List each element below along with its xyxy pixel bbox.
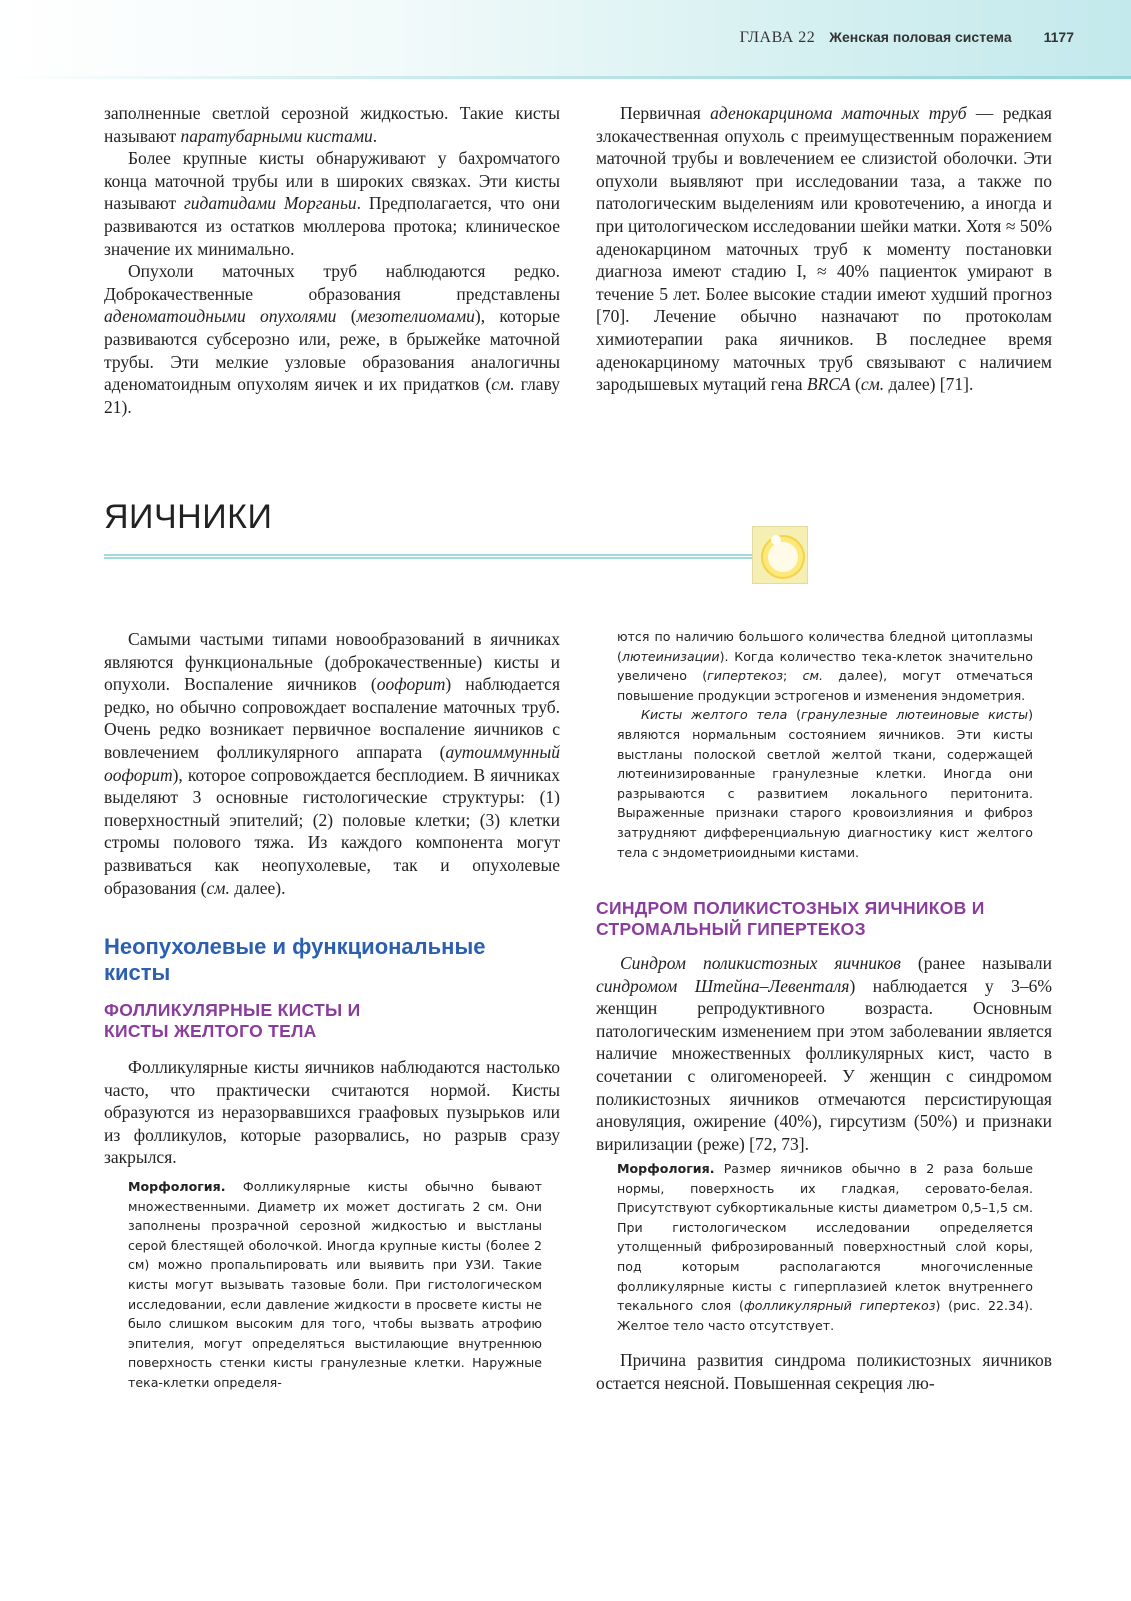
pcos-etiology-paragraph xyxy=(596,1349,1052,1394)
italic-term: см. xyxy=(206,877,230,898)
italic-term: см. xyxy=(860,374,885,395)
heading-pcos: СИНДРОМ ПОЛИКИСТОЗНЫХ ЯИЧНИКОВ И СТРОМАЛЬНЫЙ ГИПЕРТЕКОЗ xyxy=(596,898,985,939)
header-rule xyxy=(0,76,1131,79)
italic-term: аденокарцинома маточных труб xyxy=(710,103,967,123)
paragraph: заполненные светлой серозной жидкостью. Такие кисты называют паратубарными кистами. xyxy=(104,103,560,146)
heading-nonneoplastic-cysts: Неопухолевые и функциональные кисты xyxy=(104,934,486,985)
italic-term: см. xyxy=(802,668,823,684)
paragraph: ются по наличию большого количества бледной цитоплазмы (лютеинизации). Когда количество тека-клеток значительно увеличено (гипертекоз; см. далее), могут отмечаться повышение продукции эстрогенов и изменения эндометрия. xyxy=(617,629,1034,703)
italic-term: гранулезные лютеиновые кисты xyxy=(801,707,1029,723)
intro-paragraph xyxy=(104,628,560,899)
follicular-paragraph xyxy=(104,1056,560,1169)
morphology-continuation xyxy=(617,627,1033,862)
paragraph: Опухоли маточных труб наблюдаются редко. Доброкачественные образования представлены аденоматоидными опухолями (мезотелиомами), которые развиваются субсерозно или, реже, в брыжейке маточной трубы. Эти мелкие узловые образования аналогичны аденоматоидным опухолям яичек и их придатков (см. главу 21). xyxy=(104,261,560,417)
morphology-follicular-box xyxy=(128,1177,542,1393)
ovary-section-icon xyxy=(752,526,808,584)
italic-term: оофорит xyxy=(376,674,446,695)
section-rule xyxy=(104,554,752,559)
paragraph: Более крупные кисты обнаруживают у бахромчатого конца маточной трубы или в широких связках. Эти кисты называют гидатидами Морганьи. Предполагается, что они развиваются из остатков мюллерова протока; клиническое значение их минимально. xyxy=(104,148,560,259)
running-head xyxy=(740,29,1074,47)
italic-term: лютеинизации xyxy=(621,648,720,664)
paragraph: Причина развития синдрома поликистозных яичников остается неясной. Повышенная секреция лю- xyxy=(596,1350,1052,1393)
italic-term: гидатидами Морганьи xyxy=(183,193,357,214)
italic-term: см. xyxy=(491,374,515,395)
paragraph: Самыми частыми типами новообразований в яичниках являются функциональные (доброкачественные) кисты и опухоли. Воспаление яичников (оофорит) наблюдается редко, но обычно сопровождает воспаление маточных труб. Очень редко возникает первичное воспаление яичников с вовлечением фолликулярного аппарата (аутоиммунный оофорит), которое сопровождается бесплодием. В яичниках выделяют 3 основные гистологические структуры: (1) поверхностный эпителий; (2) половые клетки; (3) клетки стромы полового тяжа. Из каждого компонента могут развиваться как неопухолевые, так и опухолевые образования (см. далее). xyxy=(104,629,560,898)
bold-term: Морфология. xyxy=(128,1179,226,1194)
paragraph: Морфология. Фолликулярные кисты обычно бывают множественными. Диаметр их может достигать 2 см. Они заполнены прозрачной серозной жидкостью и выстланы серой блестящей оболочкой. Иногда крупные кисты (более 2 см) можно пропальпировать или выявить при УЗИ. Такие кисты могут вызывать тазовые боли. При гистологическом исследовании, если давление жидкости в просвете кисты не было слишком высоким для того, чтобы вызвать атрофию эпителия, могут определяться выстилающие внутреннюю поверхность стенки кисты гранулезные клетки. Наружные тека-клетки определя- xyxy=(128,1179,542,1390)
page-number: 1177 xyxy=(1043,29,1074,45)
top-left-column xyxy=(104,102,560,418)
italic-term: фолликулярный гипертекоз xyxy=(743,1298,936,1314)
heading-follicular-cysts: ФОЛЛИКУЛЯРНЫЕ КИСТЫ И КИСТЫ ЖЕЛТОГО ТЕЛА xyxy=(104,1000,361,1041)
italic-term: мезотелиомами xyxy=(356,306,475,327)
paragraph: Кисты желтого тела (гранулезные лютеиновые кисты) являются нормальным состоянием яичников. Эти кисты выстланы полоской светлой желтой ткани, содержащей лютеинизированные гранулезные клетки. Иногда они разрываются с развитием локального перитонита. Выраженные признаки старого кровоизлияния и фиброз затрудняют дифференциальную диагностику кист желтого тела с эндометриоидными кистами. xyxy=(617,707,1033,860)
paragraph: Фолликулярные кисты яичников наблюдаются настолько часто, что практически считаются нормой. Кисты образуются из неразорвавшихся граафовых пузырьков или из фолликулов, которые разорвались, но разрыв сразу закрылся. xyxy=(104,1057,560,1168)
pcos-paragraph xyxy=(596,952,1052,1155)
morphology-pcos-box xyxy=(617,1159,1033,1335)
italic-term: BRCA xyxy=(806,374,851,395)
paragraph: Первичная аденокарцинома маточных труб — редкая злокачественная опухоль с преимущественным поражением маточной трубы и вовлечением ее слизистой оболочки. Эти опухоли выявляют при исследовании таза, а также по патологическим выделениям или кровотечению, а иногда и при цитологическом исследовании шейки матки. Хотя ≈ 50% аденокарцином маточных труб к моменту постановки диагноза имеют стадию I, ≈ 40% пациенток умирают в течение 5 лет. Более высокие стадии имеют худший прогноз [70]. Лечение обычно назначают по протоколам химиотерапии рака яичников. В последнее время аденокарциному маточных труб связывают с наличием зародышевых мутаций гена BRCA (см. далее) [71]. xyxy=(596,103,1052,395)
italic-term: синдромом Штейна–Левенталя xyxy=(596,975,850,996)
italic-term: аденоматоидными опухолями xyxy=(104,306,337,327)
bold-term: Морфология. xyxy=(617,1161,715,1176)
italic-term: Кисты желтого тела xyxy=(641,707,788,723)
italic-term: гипертекоз xyxy=(707,668,784,684)
top-right-column xyxy=(596,102,1052,396)
italic-term: Синдром поликистозных яичников xyxy=(620,953,901,973)
paragraph: Морфология. Размер яичников обычно в 2 раза больше нормы, поверхность их гладкая, серовато-белая. Присутствуют субкортикальные кисты диаметром 0,5–1,5 см. При гистологическом исследовании определяется утолщенный фиброзированный поверхностный слой коры, под которым располагаются многочисленные фолликулярные кисты с гиперплазией клеток внутреннего текального слоя (фолликулярный гипертекоз) (рис. 22.34). Желтое тело часто отсутствует. xyxy=(617,1161,1033,1333)
paragraph: Синдром поликистозных яичников (ранее называли синдромом Штейна–Левенталя) наблюдается у 3–6% женщин репродуктивного возраста. Основным патологическим изменением при этом заболевании является наличие множественных фолликулярных кист, часто в сочетании с олигоменореей. У женщин с синдромом поликистозных яичников отмечаются персистирующая ановуляция, ожирение (40%), гирсутизм (50%) и признаки вирилизации (реже) [72, 73]. xyxy=(596,953,1052,1154)
italic-term: паратубарными кистами xyxy=(180,125,373,146)
italic-term: аутоиммунный оофорит xyxy=(104,741,560,785)
section-title: ЯИЧНИКИ xyxy=(104,498,273,536)
chapter-label: ГЛАВА 22 xyxy=(739,29,816,46)
chapter-title: Женская половая система xyxy=(829,29,1012,45)
